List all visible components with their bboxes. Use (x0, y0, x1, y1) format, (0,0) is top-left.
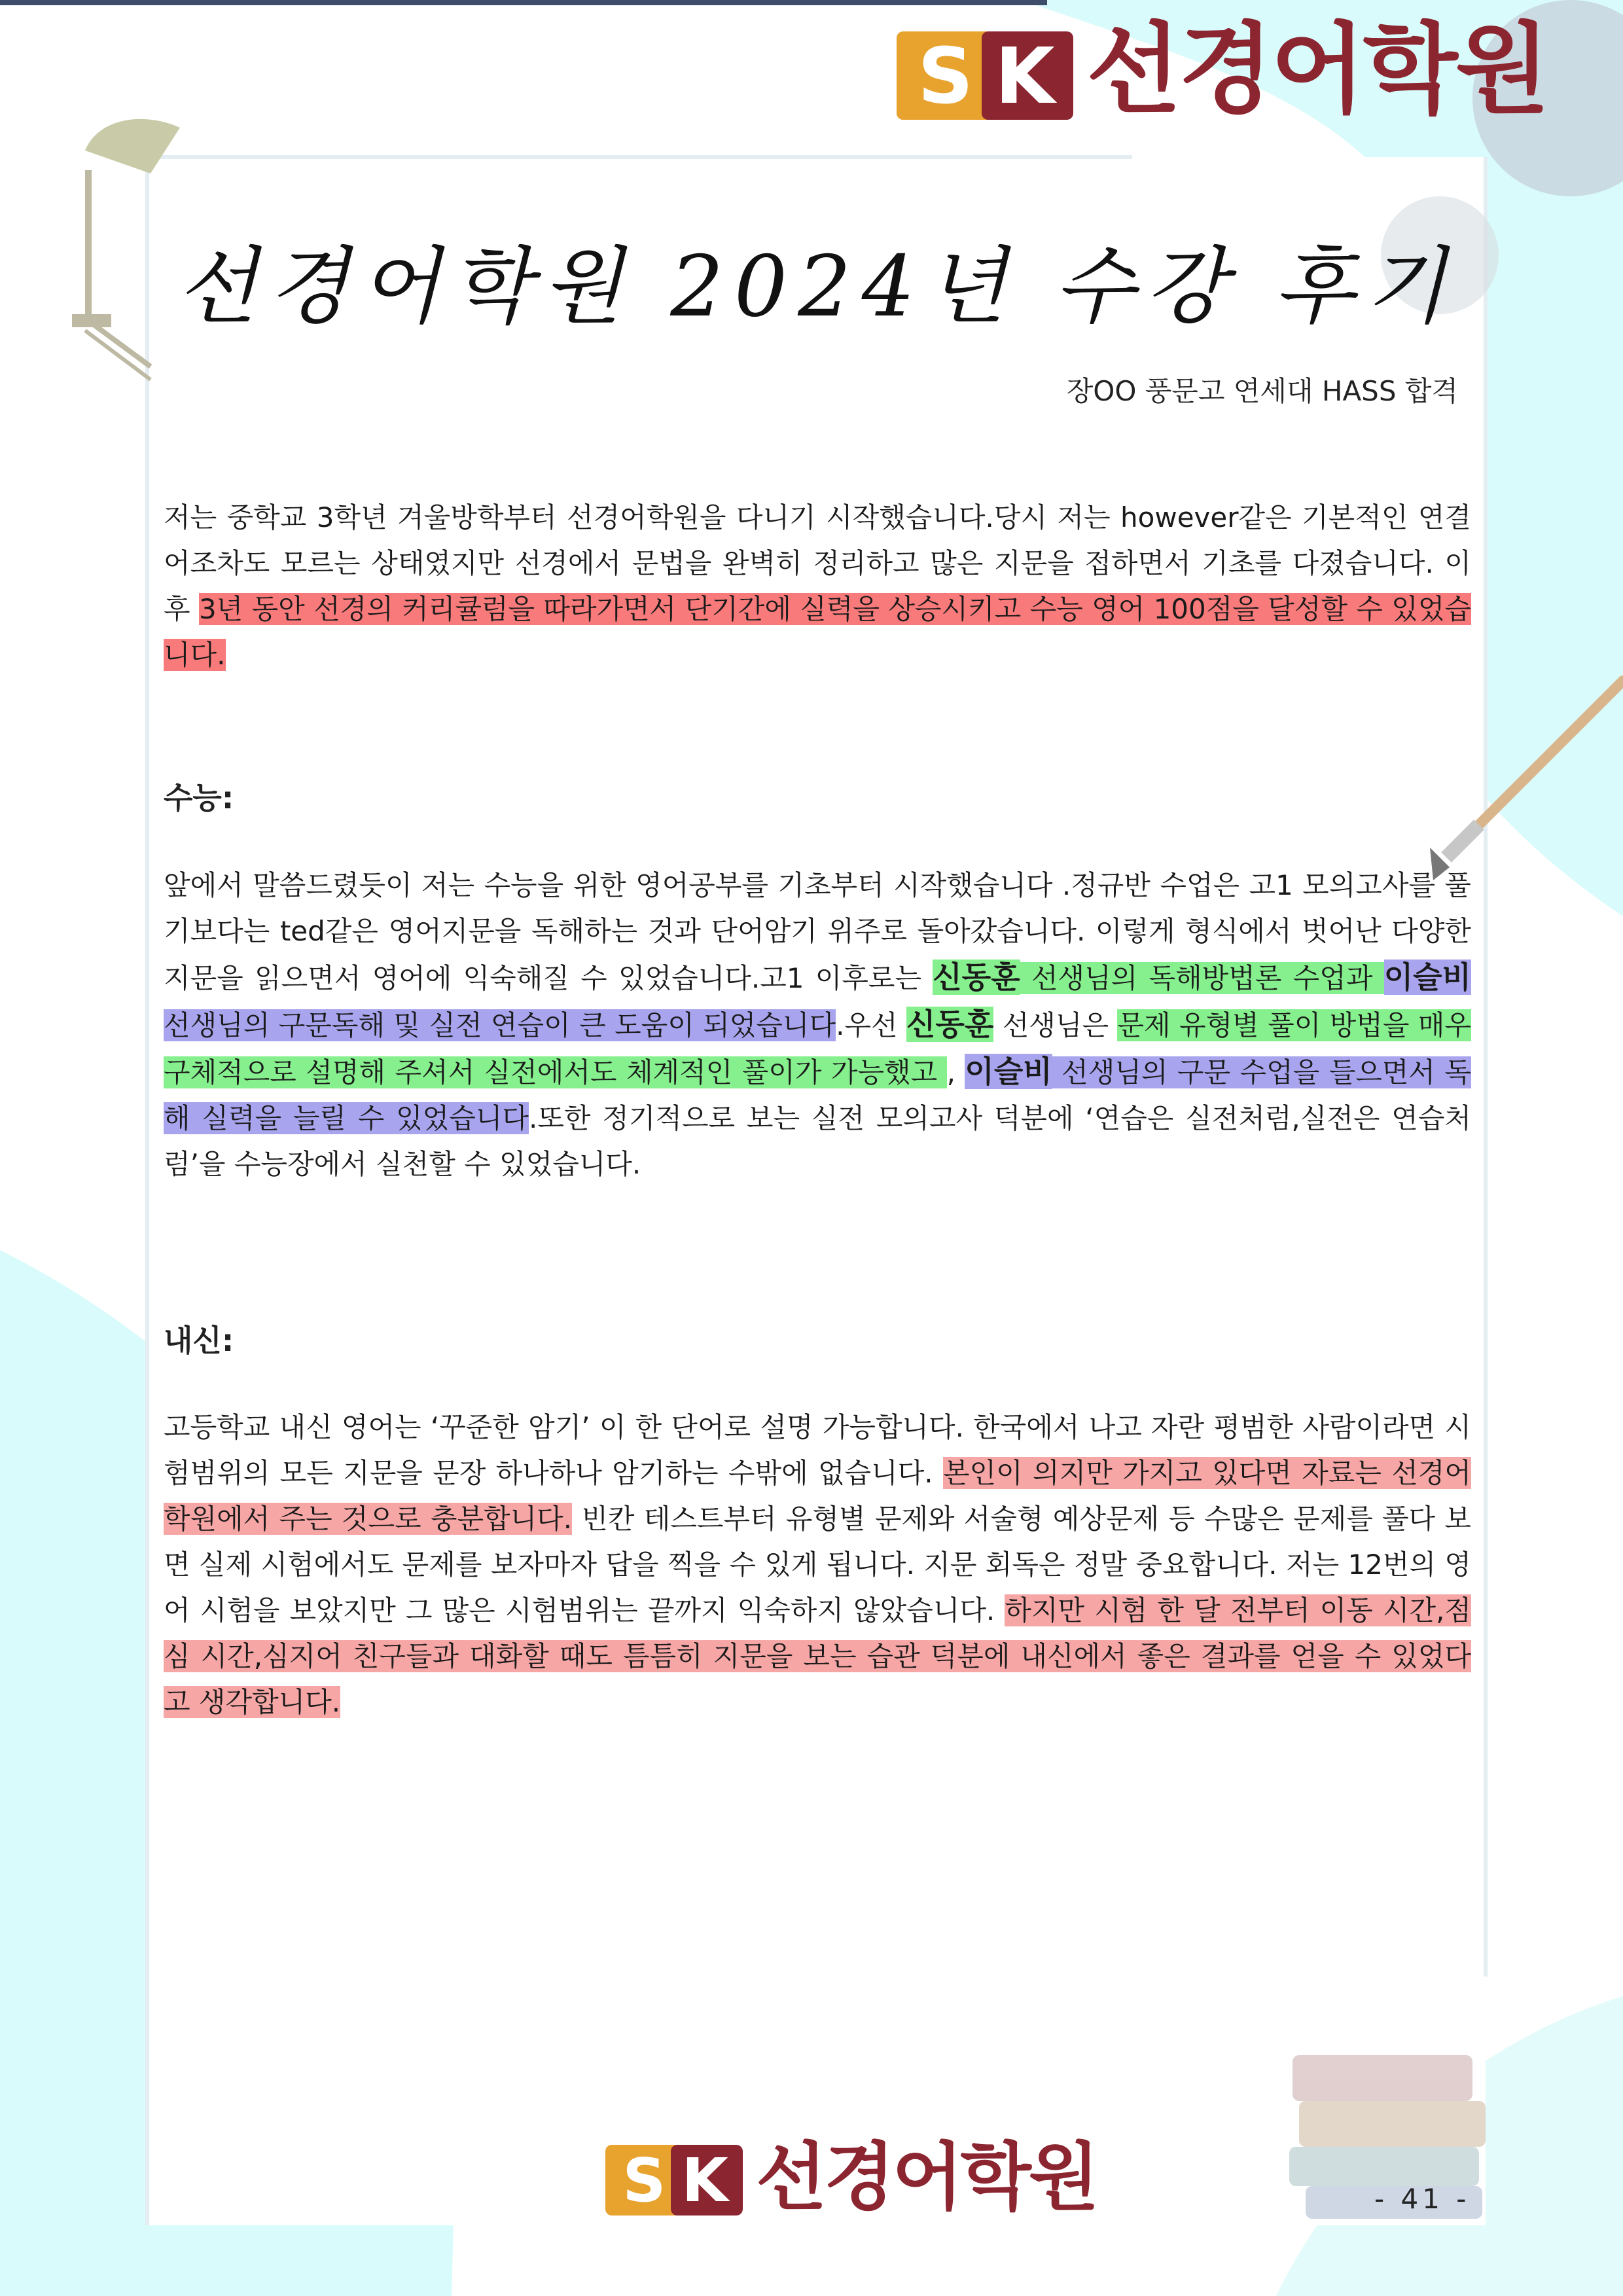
sk-logo-icon: S K (605, 2138, 743, 2217)
suneung-paragraph: 앞에서 말씀드렸듯이 저는 수능을 위한 영어공부를 기초부터 시작했습니다 .정규반 수업은 고1 모의고사를 풀기보다는 ted같은 영어지문을 독해하는 것과 단어암기 위주로 돌아갔습니다. 이렇게 형식에서 벗어난 다양한 지문을 읽으면서 영어에 익숙해질 수 있었습니다.고1 이후로는 신동훈 선생님의 독해방법론 수업과 이슬비 선생님의 구문독해 및 실전 연습이 큰 도움이 되었습니다.우선 신동훈 선생님은 문제 유형별 풀이 방법을 매우 구체적으로 설명해 주셔서 실전에서도 체계적인 풀이가 가능했고 , 이슬비 선생님의 구문 수업을 들으면서 독해 실력을 늘릴 수 있었습니다.또한 정기적으로 보는 실전 모의고사 덕분에 ‘연습은 실전처럼,실전은 연습처럼’을 수능장에서 실천할 수 있었습니다. (164, 869, 1472, 1180)
highlight-result: 3년 동안 선경의 커리큘럼을 따라가면서 단기간에 실력을 상승시키고 수능 영어 100점을 달성할 수 있었습니다. (164, 593, 1471, 671)
intro-paragraph: 저는 중학교 3학년 겨울방학부터 선경어학원을 다니기 시작했습니다.당시 저는 however같은 기본적인 연결어조차도 모르는 상태였지만 선경에서 문법을 완벽히 정리하고 많은 지문을 접하면서 기초를 다졌습니다. 이후 3년 동안 선경의 커리큘럼을 따라가면서 단기간에 실력을 상승시키고 수능 영어 100점을 달성할 수 있었습니다. (164, 501, 1471, 671)
teacher-name-shin: 신동훈 (933, 960, 1020, 995)
author-line: 장OO 풍문고 연세대 HASS 합격 (1066, 375, 1458, 407)
highlight-habit: 하지만 시험 한 달 전부터 이동 시간,점심 시간,심지어 친구들과 대화할 때도 틈틈히 지문을 보는 습관 덕분에 내신에서 좋은 결과를 얻을 수 있었다고 생각합니다. (164, 1594, 1471, 1718)
sk-logo-icon: S K (897, 18, 1073, 123)
teacher-name-shin: 신동훈 (906, 1007, 994, 1042)
brand-logo-top (897, 13, 1548, 128)
section-heading-naesin: 내신: (164, 1323, 234, 1358)
page-number: - 41 - (1374, 2183, 1471, 2215)
brand-logo-bottom (605, 2135, 1097, 2220)
brand-name: 선경어학원 (1086, 13, 1548, 127)
page-title: 선경어학원 2024년 수강 후기 (176, 238, 1457, 336)
highlight-materials: 본인이 의지만 가지고 있다면 자료는 선경어학원에서 주는 것으로 충분합니다. (164, 1457, 1471, 1535)
section-heading-suneung: 수능: (164, 780, 234, 816)
teacher-name-lee: 이슬비 (1383, 960, 1471, 995)
teacher-name-lee: 이슬비 (965, 1054, 1052, 1089)
brand-name: 선경어학원 (756, 2135, 1097, 2220)
naesin-paragraph: 고등학교 내신 영어는 ‘꾸준한 암기’ 이 한 단어로 설명 가능합니다. 한국에서 나고 자란 평범한 사람이라면 시험범위의 모든 지문을 문장 하나하나 암기하는 수밖에 없습니다. 본인이 의지만 가지고 있다면 자료는 선경어학원에서 주는 것으로 충분합니다. 빈칸 테스트부터 유형별 문제와 서술형 예상문제 등 수많은 문제를 풀다 보면 실제 시험에서도 문제를 보자마자 답을 찍을 수 있게 됩니다. 지문 회독은 정말 중요합니다. 저는 12번의 영어 시험을 보았지만 그 많은 시험범위는 끝까지 익숙하지 않았습니다. 하지만 시험 한 달 전부터 이동 시간,점심 시간,심지어 친구들과 대화할 때도 틈틈히 지문을 보는 습관 덕분에 내신에서 좋은 결과를 얻을 수 있었다고 생각합니다. (164, 1411, 1471, 1718)
top-accent-bar (0, 0, 1047, 5)
